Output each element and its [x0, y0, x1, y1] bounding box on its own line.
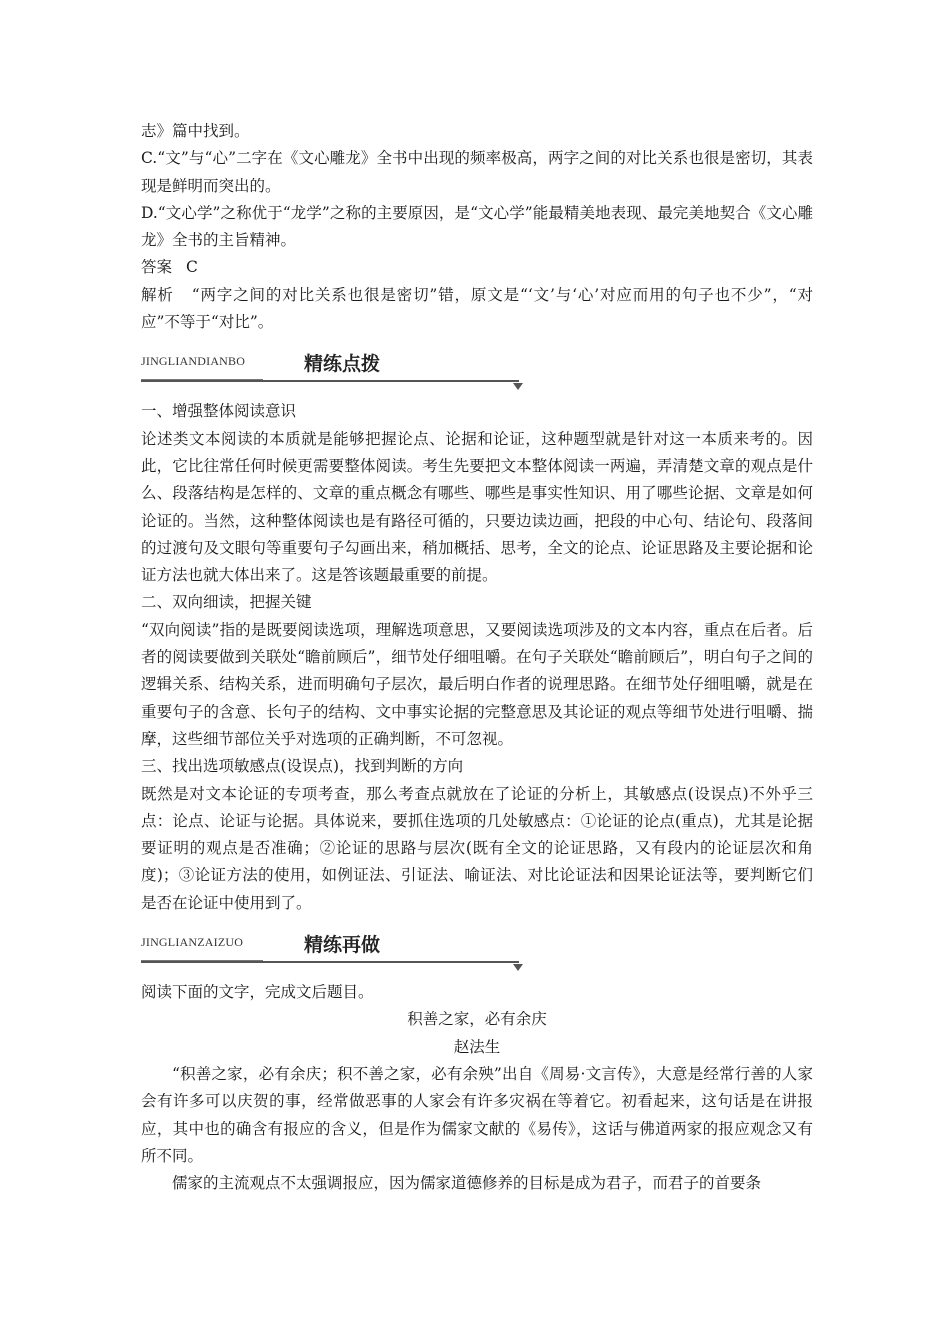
section-title: 精练再做 [304, 933, 381, 956]
reading-instruction: 阅读下面的文字，完成文后题目。 [141, 983, 374, 1002]
article-paragraph: 儒家的主流观点不太强调报应，因为儒家道德修养的目标是成为君子，而君子的首要条 [172, 1174, 762, 1193]
section-pinyin: JINGLIANDIANBO [141, 354, 246, 369]
analysis-line [141, 282, 813, 337]
section-pinyin: JINGLIANZAIZUO [141, 934, 244, 949]
triangle-marker-icon [513, 383, 523, 390]
intro-line: 志》篇中找到。 [141, 122, 250, 140]
option-d: D.“文心学”之称优于“龙学”之称的主要原因，是“文心学”能最精美地表现、最完美地契合《文心雕龙》全书的主旨精神。 [141, 203, 813, 250]
page-content [141, 118, 813, 1197]
option-c: C.“文”与“心”二字在《文心雕龙》全书中出现的频率极高，两字之间的对比关系也很是密切，其表现是鲜明而突出的。 [141, 149, 813, 195]
section-divider [141, 380, 519, 382]
section-header-dianbo [141, 342, 813, 388]
section-divider [141, 961, 519, 963]
section-header-zaizuo [141, 923, 813, 969]
analysis-text: “两字之间的对比关系也很是密切”错，原文是“‘文’与‘心’对应而用的句子也不少”，“对应”不等于“对比”。 [141, 285, 813, 332]
analysis-label: 解析 [141, 285, 174, 304]
point-heading-1: 一、增强整体阅读意识 [141, 402, 297, 421]
article-author: 赵法生 [453, 1037, 501, 1056]
triangle-marker-icon [513, 964, 523, 971]
point-body-2: “双向阅读”指的是既要阅读选项，理解选项意思，又要阅读选项涉及的文本内容，重点在后者。后者的阅读要做到关联处“瞻前顾后”，细节处仔细咀嚼。在句子关联处“瞻前顾后”，明白句子之间的逻辑关系、结构关系，进而明确句子层次，最后明白作者的说理思路。在细节处仔细咀嚼，就是在重要句子的含意、长句子的结构、文中事实论据的完整意思及其论证的观点等细节处进行咀嚼、揣摩，这些细节部位关乎对选项的正确判断，不可忽视。 [141, 620, 813, 748]
article-paragraph: “积善之家，必有余庆；积不善之家，必有余殃”出自《周易·文言传》，大意是经常行善的人家会有许多可以庆贺的事，经常做恶事的人家会有许多灾祸在等着它。初看起来，这句话是在讲报应，其中也的确含有报应的含义，但是作为儒家文献的《易传》，这话与佛道两家的报应观念又有所不同。 [141, 1064, 813, 1165]
section-title: 精练点拨 [304, 353, 381, 376]
answer-value: C [186, 258, 198, 277]
answer-line [141, 254, 813, 281]
article-title: 积善之家，必有余庆 [407, 1010, 547, 1029]
point-body-1: 论述类文本阅读的本质就是能够把握论点、论据和论证，这种题型就是针对这一本质来考的。因此，它比往常任何时候更需要整体阅读。考生先要把文本整体阅读一两遍，弄清楚文章的观点是什么、段落结构是怎样的、文章的重点概念有哪些、哪些是事实性知识、用了哪些论据、文章是如何论证的。当然，这种整体阅读也是有路径可循的，只要边读边画，把段的中心句、结论句、段落间的过渡句及文眼句等重要句子勾画出来，稍加概括、思考，全文的论点、论证思路及主要论据和论证方法也就大体出来了。这是答该题最重要的前提。 [141, 429, 813, 585]
answer-label: 答案 [141, 258, 173, 277]
point-body-3: 既然是对文本论证的专项考查，那么考查点就放在了论证的分析上，其敏感点(设误点)不外乎三点：论点、论证与论据。具体说来，要抓住选项的几处敏感点：①论证的论点(重点)，尤其是论据要证明的观点是否准确；②论证的思路与层次(既有全文的论证思路，又有段内的论证层次和角度)；③论证方法的使用，如例证法、引证法、喻证法、对比论证法和因果论证法等，要判断它们是否在论证中使用到了。 [141, 784, 813, 912]
point-heading-3: 三、找出选项敏感点(设误点)，找到判断的方向 [141, 757, 464, 776]
point-heading-2: 二、双向细读，把握关键 [141, 593, 312, 612]
